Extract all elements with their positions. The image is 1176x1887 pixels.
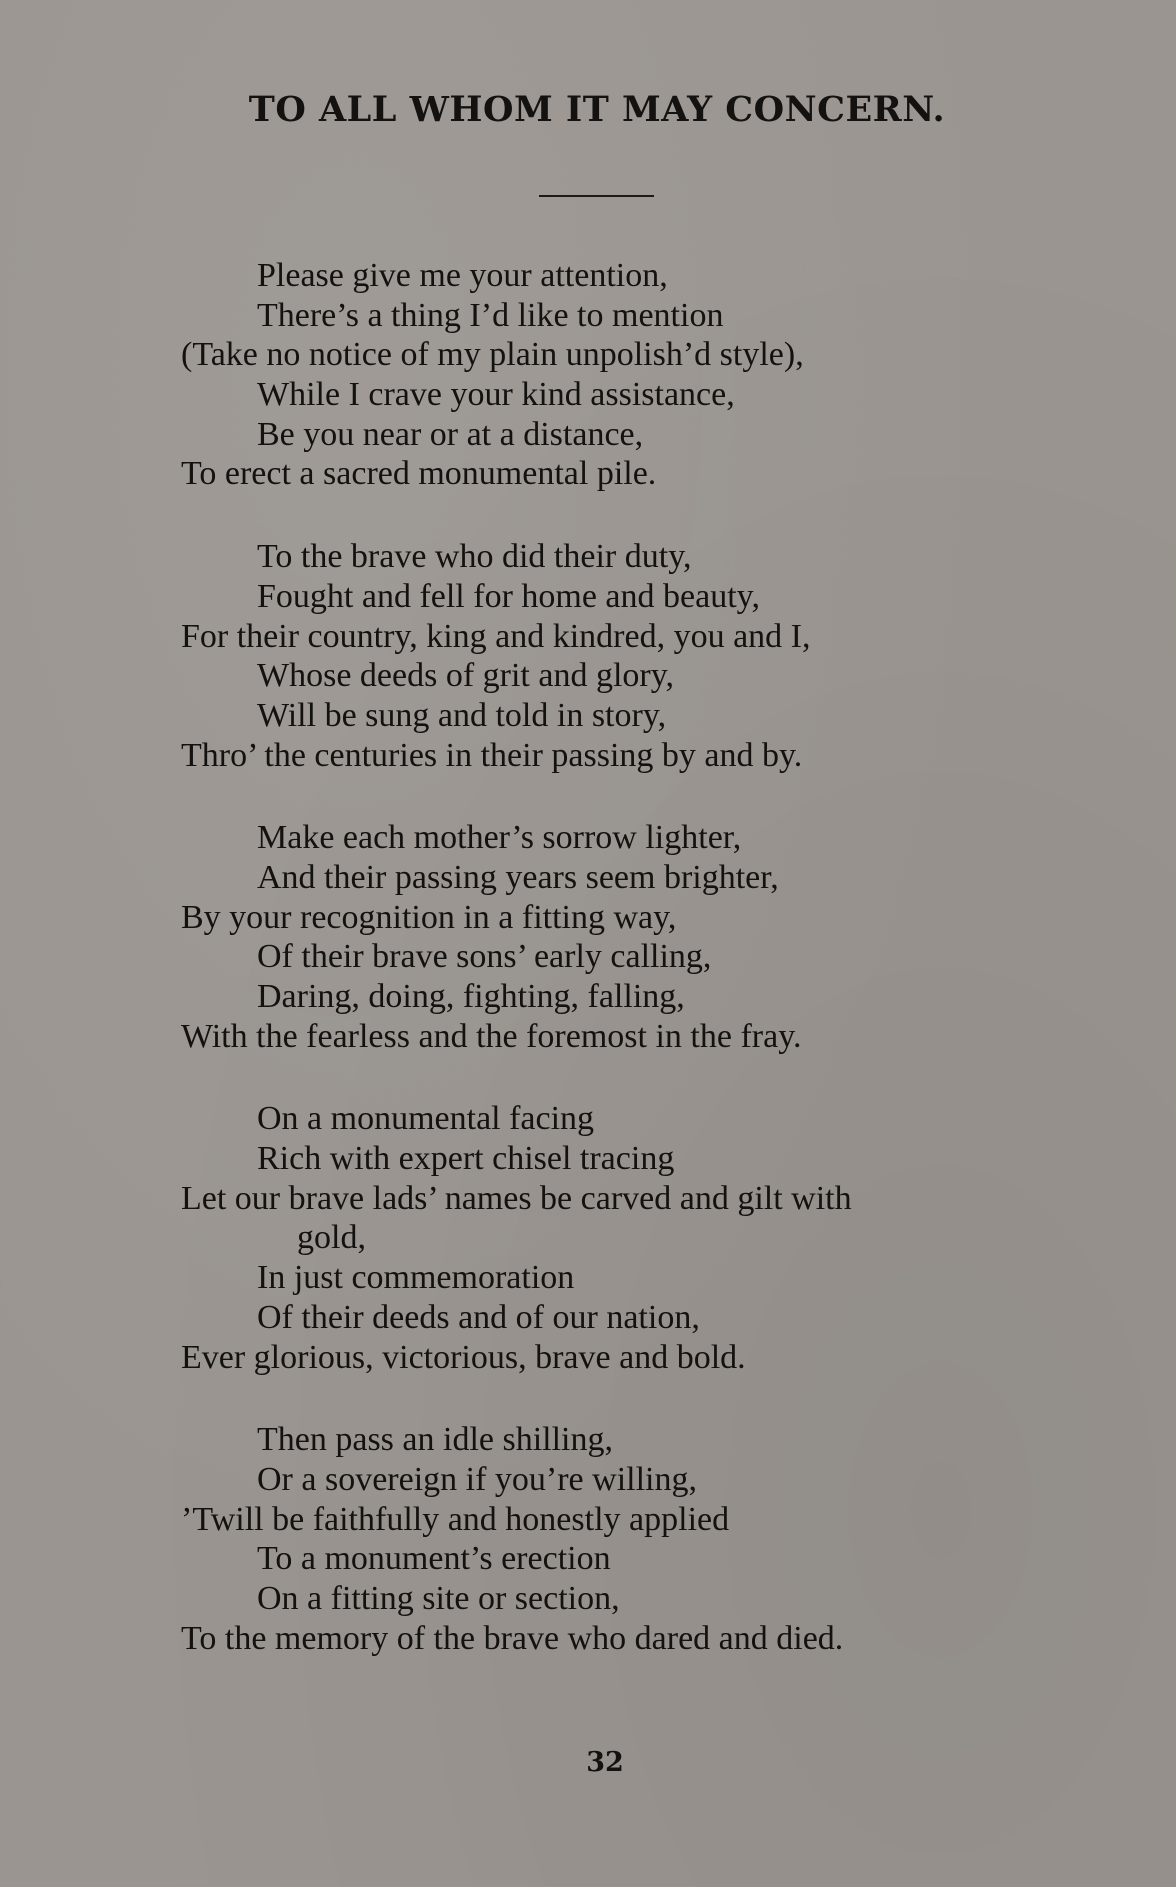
poem-line: To the brave who did their duty,	[257, 538, 692, 576]
poem-line: Will be sung and told in story,	[257, 696, 667, 734]
stanza-1	[181, 256, 1081, 494]
poem-line: There’s a thing I’d like to mention	[257, 296, 724, 334]
poem-line: With the fearless and the foremost in the fray.	[181, 1017, 802, 1055]
poem-line: Thro’ the centuries in their passing by and by.	[181, 736, 803, 774]
stanza-5	[181, 1420, 1081, 1658]
poem-line: For their country, king and kindred, you and I,	[181, 617, 811, 655]
page-number: 32	[586, 1747, 624, 1778]
poem-line: On a monumental facing	[257, 1100, 595, 1138]
poem-line: Please give me your attention,	[257, 257, 668, 294]
poem-line: Make each mother’s sorrow lighter,	[257, 819, 742, 857]
poem-title: TO ALL WHOM IT MAY CONCERN.	[248, 89, 946, 130]
poem-line: Fought and fell for home and beauty,	[257, 577, 760, 615]
poem-line: Then pass an idle shilling,	[257, 1421, 614, 1459]
poem-line: To the memory of the brave who dared and died.	[181, 1619, 844, 1657]
poem-line: Or a sovereign if you’re willing,	[257, 1460, 697, 1498]
poem-line: Let our brave lads’ names be carved and gilt with	[181, 1179, 852, 1217]
poem-line: While I crave your kind assistance,	[257, 376, 735, 414]
stanza-4	[181, 1099, 1081, 1377]
poem-line: Whose deeds of grit and glory,	[257, 657, 675, 695]
poem-body	[181, 256, 1081, 1701]
poem-line: By your recognition in a fitting way,	[181, 898, 677, 936]
poem-line: To erect a sacred monumental pile.	[181, 455, 657, 493]
poem-line: Rich with expert chisel tracing	[257, 1140, 675, 1178]
poem-line: And their passing years seem brighter,	[257, 858, 779, 896]
poem-line: (Take no notice of my plain unpolish’d style),	[181, 336, 804, 374]
poem-line: Of their deeds and of our nation,	[257, 1298, 700, 1336]
stanza-3	[181, 818, 1081, 1056]
poem-line: In just commemoration	[257, 1259, 575, 1297]
poem-line: Daring, doing, fighting, falling,	[257, 978, 685, 1015]
stanza-2	[181, 537, 1081, 775]
poem-line: To a monument’s erection	[257, 1540, 611, 1578]
title-rule	[539, 195, 654, 197]
poem-line: On a fitting site or section,	[257, 1579, 620, 1617]
poem-line: Of their brave sons’ early calling,	[257, 938, 712, 976]
poem-line: Ever glorious, victorious, brave and bold.	[181, 1338, 746, 1376]
poem-line: ’Twill be faithfully and honestly applied	[181, 1500, 730, 1538]
poem-line-continuation: gold,	[297, 1219, 366, 1257]
poem-line: Be you near or at a distance,	[257, 415, 644, 453]
